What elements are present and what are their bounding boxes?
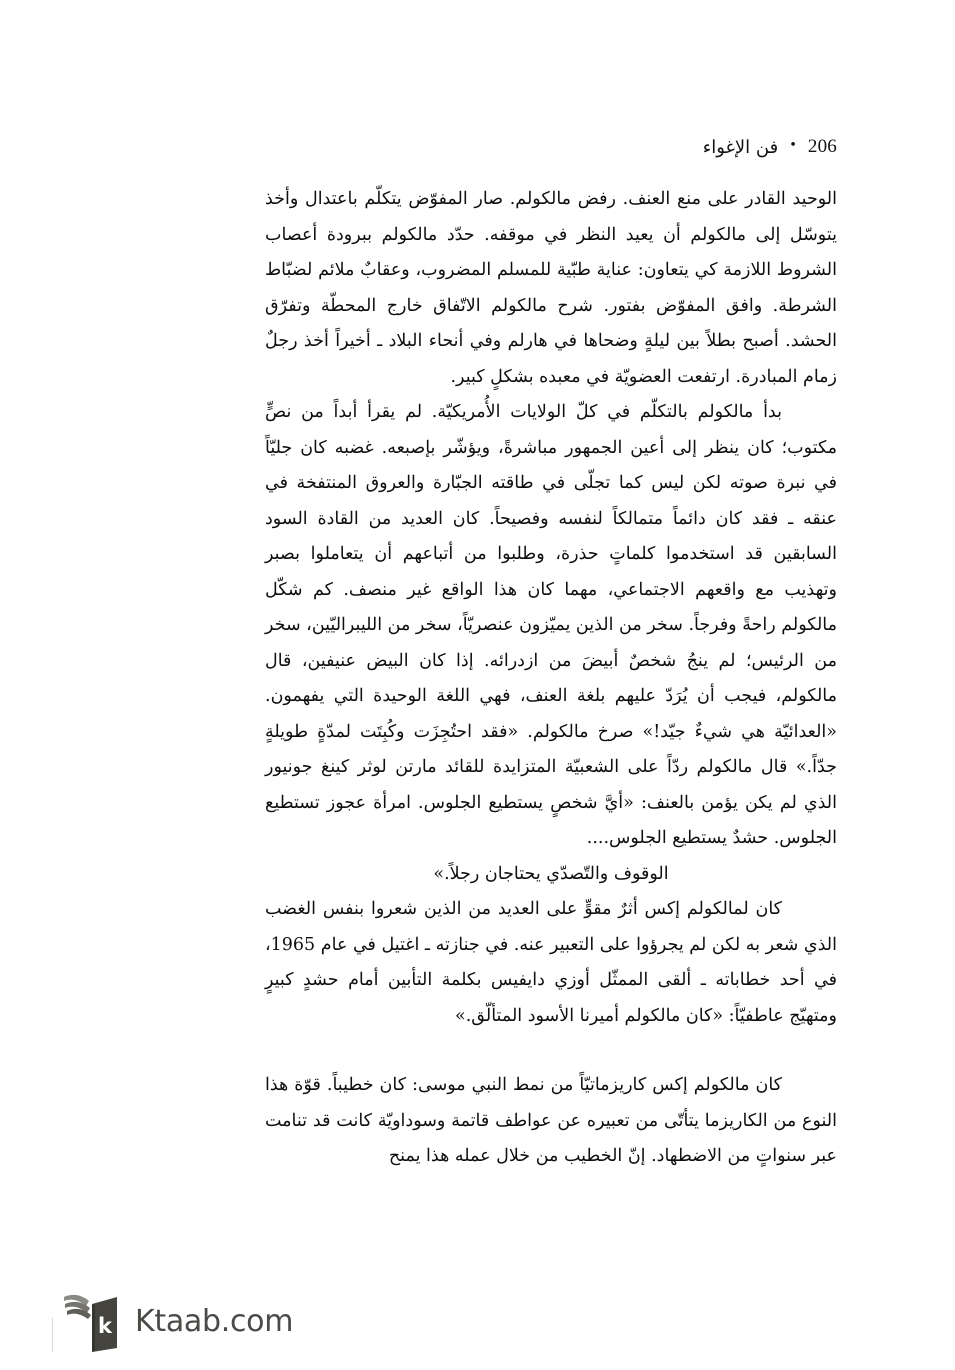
- page-edge-hairline: [52, 1318, 53, 1352]
- open-book-icon: [62, 1288, 122, 1354]
- page-number: 206: [807, 136, 837, 157]
- running-head-separator-dot: •: [789, 137, 797, 153]
- watermark: [62, 1288, 293, 1354]
- book-title: فن الإغواء: [702, 136, 779, 158]
- body-text-column: [265, 182, 837, 1175]
- paragraph: كان مالكولم إكس كاريزماتيّاً من نمط النبي موسى: كان خطيباً. قوّة هذا النوع من الكاريزما يتأتّى من تعبيره عن عواطف قاتمة وسوداويّة كانت قد تنامت عبر سنواتٍ من الاضطهاد. إنّ الخطيب من خلال عمله هذا يمنح: [265, 1075, 837, 1166]
- paragraph: كان لمالكولم إكس أثرٌ مقوٍّ على العديد من الذين شعروا بنفس الغضب الذي شعر به لكن لم يجرؤوا على التعبير عنه. في جنازته ـ اغتيل في عام 1965، في أحد خطاباته ـ ألقى الممثّل أوزي دايفيس بكلمة التأبين أمام حشدٍ كبيرٍ ومتهيّج عاطفيّاً: «كان مالكولم أميرنا الأسود المتألّق.»: [265, 899, 837, 1026]
- watermark-label: Ktaab.com: [135, 1304, 294, 1339]
- paragraph: الوحيد القادر على منع العنف. رفض مالكولم. صار المفوّض يتكلّم باعتدال وأخذ يتوسّل إلى مالكولم أن يعيد النظر في موقفه. حدّد مالكولم ببرودة أعصاب الشروط اللازمة كي يتعاون: عناية طبّية للمسلم المضروب، وعقابٌ ملائم لضبّاط الشرطة. وافق المفوّض بفتور. شرح مالكولم الاتّفاق خارج المحطّة وتفرّق الحشد. أصبح بطلاً بين ليلةٍ وضحاها في هارلم وفي أنحاء البلاد ـ أخيراً أخذ رجلٌ زمام المبادرة. ارتفعت العضويّة في معبده بشكلٍ كبير.: [265, 189, 837, 387]
- running-head: [703, 136, 837, 158]
- paragraph-quote-close: الوقوف والتّصدّي يحتاجان رجلاً.»: [433, 863, 669, 884]
- paragraph: بدأ مالكولم بالتكلّم في كلّ الولايات الأُمريكيّة. لم يقرأ أبداً من نصٍّ مكتوب؛ كان ينظر إلى أعين الجمهور مباشرةً، ويؤشّر بإصبعه. غضبه كان جليّاً في نبرة صوته لكن ليس كما تجلّى في طاقته الجبّارة والعروق المنتفخة في عنقه ـ فقد كان دائماً متمالكاً لنفسه وفصيحاً. كان العديد من القادة السود السابقين قد استخدموا كلماتٍ حذرة، وطلبوا من أتباعهم أن يتعاملوا بصبر وتهذيب مع واقعهم الاجتماعي، مهما كان هذا الواقع غير منصف. كم شكّل مالكولم راحةً وفرجاً. سخر من الذين يميّزون عنصريّاً، سخر من الليبراليّين، سخر من الرئيس؛ لم ينجُ شخصٌ أبيضَ من ازدرائه. إذا كان البيض عنيفين، قال مالكولم، فيجب أن يُرَدّ عليهم بلغة العنف، فهي اللغة الوحيدة التي يفهمون. «العدائيّة هي شيءٌ جيّد!» صرخ مالكولم. «فقد احتُجِزَت وكُبِتَت لمدّةٍ طويلةٍ جدّاً.» قال مالكولم ردّاً على الشعبيّة المتزايدة للقائد مارتن لوثر كينغ جونيور الذي لم يكن يؤمن بالعنف: «أيَّ شخصٍ يستطيع الجلوس. امرأة عجوز تستطيع الجلوس. حشدٌ يستطيع الجلوس....: [265, 402, 837, 848]
- book-icon-letter: k: [98, 1314, 112, 1338]
